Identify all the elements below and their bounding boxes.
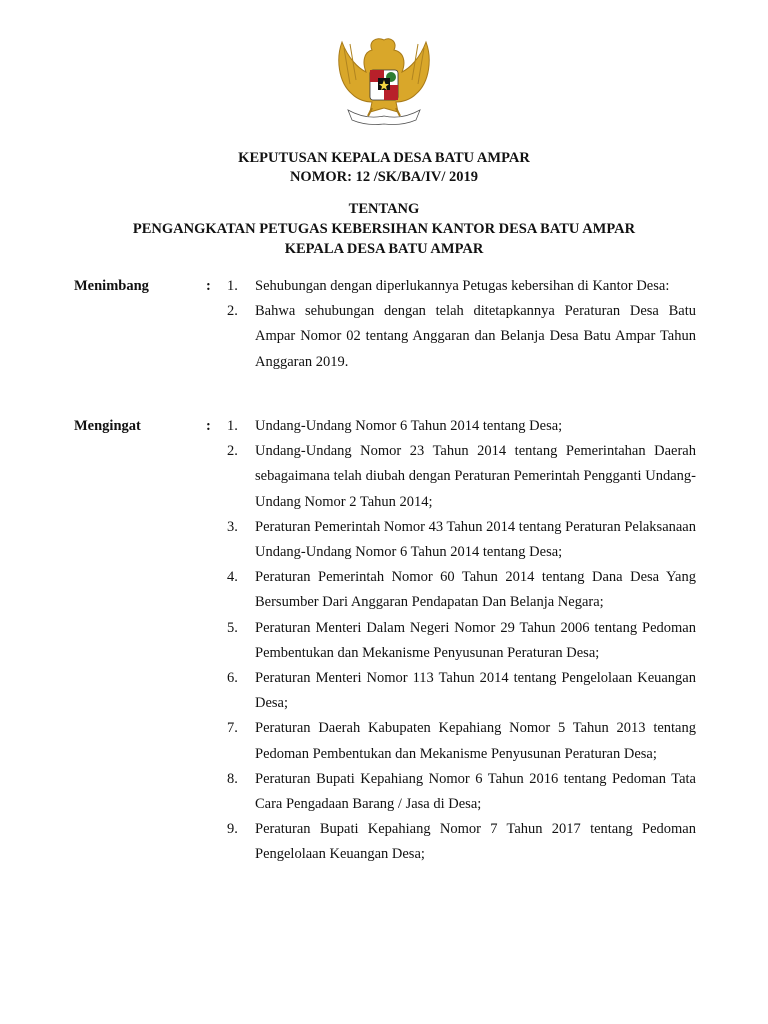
item-text: Peraturan Bupati Kepahiang Nomor 6 Tahun 2016 tentang Pedoman Tata Cara Pengadaan Barang / Jasa di Desa;	[255, 770, 696, 813]
list-item	[227, 565, 696, 615]
item-number: 1.	[227, 418, 238, 434]
decree-number: NOMOR: 12 /SK/BA/IV/ 2019	[289, 168, 479, 185]
list-item	[227, 616, 696, 666]
item-text: Peraturan Menteri Nomor 113 Tahun 2014 tentang Pengelolaan Keuangan Desa;	[255, 670, 696, 712]
section-menimbang	[74, 274, 696, 375]
item-text: Peraturan Menteri Dalam Negeri Nomor 29 Tahun 2006 tentang Pedoman Pembentukan dan Mekanisme Penyusunan Peraturan Desa;	[255, 619, 696, 661]
item-text: Sehubungan dengan diperlukannya Petugas kebersihan di Kantor Desa:	[255, 278, 670, 294]
item-number: 8.	[227, 770, 238, 787]
section-colon: :	[206, 418, 211, 434]
list-item	[227, 716, 696, 766]
list-item	[227, 666, 696, 716]
decree-heading	[0, 149, 768, 186]
list-item	[227, 817, 696, 867]
item-number: 3.	[227, 518, 238, 535]
item-text: Peraturan Pemerintah Nomor 43 Tahun 2014 tentang Peraturan Pelaksanaan Undang-Undang Nomor 6 Tahun 2014 tentang Desa;	[255, 518, 696, 561]
item-number: 9.	[227, 821, 238, 838]
item-number: 1.	[227, 278, 238, 294]
item-text: Undang-Undang Nomor 6 Tahun 2014 tentang Desa;	[255, 418, 563, 434]
about-label: TENTANG	[348, 201, 420, 217]
item-number: 6.	[227, 670, 238, 687]
item-number: 5.	[227, 619, 238, 636]
decree-issuer: KEPALA DESA BATU AMPAR	[284, 241, 484, 257]
list-item	[227, 274, 696, 299]
list-item	[227, 767, 696, 817]
item-number: 7.	[227, 720, 238, 737]
section-mengingat	[74, 414, 696, 868]
garuda-emblem	[328, 28, 440, 136]
decree-subject-block	[0, 199, 768, 259]
list-item	[227, 439, 696, 515]
decree-title: KEPUTUSAN KEPALA DESA BATU AMPAR	[238, 150, 530, 166]
item-text: Peraturan Bupati Kepahiang Nomor 7 Tahun 2017 tentang Pedoman Pengelolaan Keuangan Desa;	[255, 821, 696, 863]
section-label: Menimbang	[74, 278, 149, 294]
item-text: Undang-Undang Nomor 23 Tahun 2014 tentang Pemerintahan Daerah sebagaimana telah diubah dengan Peraturan Pemerintah Pengganti Undang-Undang Nomor 2 Tahun 2014;	[255, 443, 696, 510]
list-item	[227, 299, 696, 375]
item-number: 4.	[227, 569, 238, 586]
item-number: 2.	[227, 443, 238, 460]
item-text: Bahwa sehubungan dengan telah ditetapkannya Peraturan Desa Batu Ampar Nomor 02 tentang Anggaran dan Belanja Desa Batu Ampar Tahun Anggaran 2019.	[255, 303, 696, 370]
item-number: 2.	[227, 303, 238, 320]
decree-subject: PENGANGKATAN PETUGAS KEBERSIHAN KANTOR DESA BATU AMPAR	[132, 221, 636, 237]
list-item	[227, 414, 696, 439]
item-text: Peraturan Pemerintah Nomor 60 Tahun 2014 tentang Dana Desa Yang Bersumber Dari Anggaran Pendapatan Dan Belanja Negara;	[255, 569, 696, 611]
list-item	[227, 515, 696, 565]
item-text: Peraturan Daerah Kabupaten Kepahiang Nomor 5 Tahun 2013 tentang Pedoman Pembentukan dan Mekanisme Penyusunan Peraturan Desa;	[255, 720, 696, 762]
section-label: Mengingat	[74, 418, 141, 434]
section-colon: :	[206, 278, 211, 294]
